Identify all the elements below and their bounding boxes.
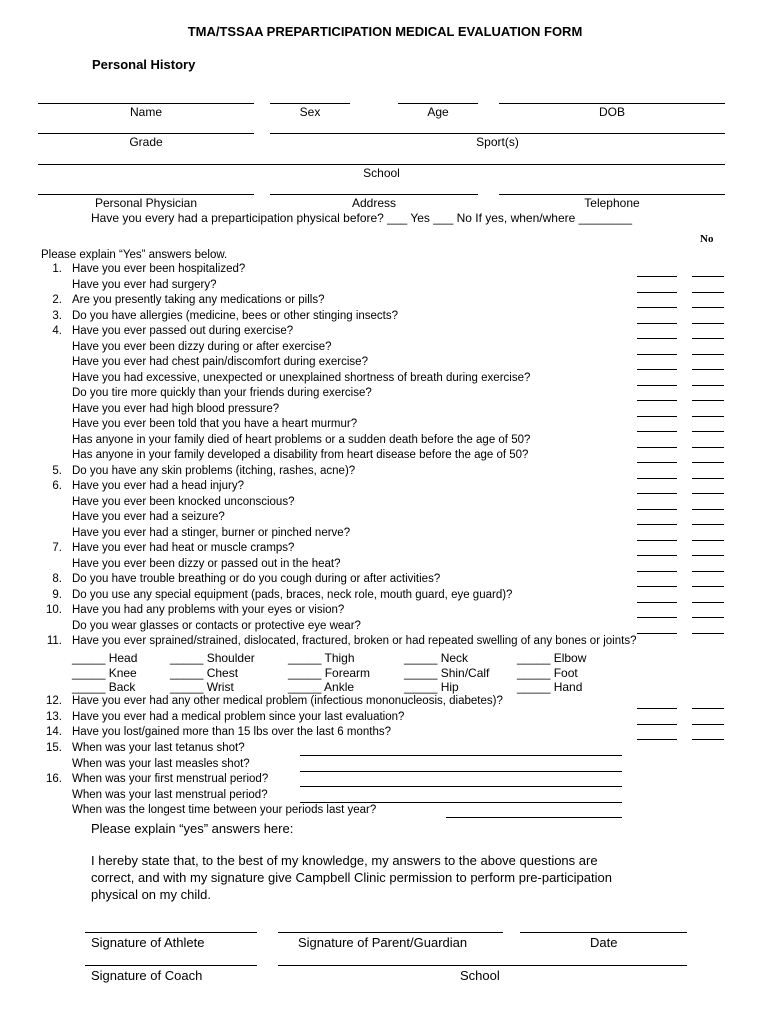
question-text: Have you ever had a seizure? xyxy=(72,511,225,523)
question-number: 10. xyxy=(46,604,62,616)
question-text: Do you wear glasses or contacts or protective eye wear? xyxy=(72,619,361,632)
physician-label: Personal Physician xyxy=(94,196,198,210)
no-answer-blank[interactable] xyxy=(692,633,724,634)
name-label: Name xyxy=(129,105,162,119)
yes-answer-blank[interactable] xyxy=(637,708,677,709)
school-label: School xyxy=(363,166,400,180)
no-answer-blank[interactable] xyxy=(692,708,724,709)
explain-intro: Please explain “Yes” answers below. xyxy=(41,249,228,261)
body-part-option[interactable]: _____ Forearm xyxy=(288,665,371,680)
yes-answer-blank[interactable] xyxy=(637,633,677,634)
athlete-signature-label: Signature of Athlete xyxy=(91,935,205,950)
question-text: Have you ever passed out during exercise? xyxy=(72,325,294,337)
address-field-line[interactable] xyxy=(270,194,478,195)
prior-physical-question: Have you every had a preparticipation physical before? ___ Yes ___ No If yes, when/where ________ xyxy=(91,211,633,225)
body-part-option[interactable]: _____ Elbow xyxy=(517,651,587,665)
sex-label: Sex xyxy=(299,105,321,119)
body-part-option[interactable]: _____ Ankle xyxy=(288,680,355,694)
no-answer-blank[interactable] xyxy=(692,323,724,324)
no-answer-blank[interactable] xyxy=(692,276,724,277)
form-title: TMA/TSSAA PREPARTICIPATION MEDICAL EVALUATION FORM xyxy=(187,24,583,39)
yes-answer-blank[interactable] xyxy=(637,400,677,401)
name-field-line[interactable] xyxy=(38,103,254,104)
no-answer-blank[interactable] xyxy=(692,540,724,541)
question-number: 13. xyxy=(46,710,62,723)
question-number: 14. xyxy=(46,726,62,738)
body-part-option[interactable]: _____ Foot xyxy=(517,665,578,680)
no-answer-blank[interactable] xyxy=(692,307,724,308)
question-text: Do you have allergies (medicine, bees or other stinging insects? xyxy=(72,309,399,322)
no-answer-blank[interactable] xyxy=(692,586,724,587)
yes-answer-blank[interactable] xyxy=(637,739,677,740)
no-answer-blank[interactable] xyxy=(692,385,724,386)
section-heading: Personal History xyxy=(92,57,196,72)
body-part-option[interactable]: _____ Back xyxy=(72,680,136,694)
no-answer-blank[interactable] xyxy=(692,462,724,463)
body-part-option[interactable]: _____ Thigh xyxy=(288,651,355,665)
question-text: Have you ever had chest pain/discomfort during exercise? xyxy=(72,356,368,368)
yes-answer-blank[interactable] xyxy=(637,509,677,510)
question-text: When was your last menstrual period? xyxy=(72,788,268,801)
question-text: Have you ever had heat or muscle cramps? xyxy=(72,542,295,554)
no-answer-blank[interactable] xyxy=(692,739,724,740)
school-signature-label: School xyxy=(460,968,500,983)
yes-answer-blank[interactable] xyxy=(637,540,677,541)
body-part-option[interactable]: _____ Shin/Calf xyxy=(404,665,490,680)
date-answer-line[interactable] xyxy=(300,755,622,756)
grade-label: Grade xyxy=(129,135,163,149)
yes-answer-blank[interactable] xyxy=(637,617,677,618)
no-answer-blank[interactable] xyxy=(692,400,724,401)
question-number: 9. xyxy=(52,588,62,601)
no-column-header: No xyxy=(700,233,714,245)
question-number: 1. xyxy=(52,263,62,275)
question-number: 4. xyxy=(52,325,62,337)
body-part-option[interactable]: _____ Chest xyxy=(170,665,239,680)
yes-answer-blank[interactable] xyxy=(637,478,677,479)
no-answer-blank[interactable] xyxy=(692,602,724,603)
parent-signature-label: Signature of Parent/Guardian xyxy=(298,935,468,950)
no-answer-blank[interactable] xyxy=(692,509,724,510)
question-text: Has anyone in your family developed a disability from heart disease before the age of 50? xyxy=(72,449,529,461)
body-part-option[interactable]: _____ Knee xyxy=(72,665,137,680)
question-number: 8. xyxy=(52,573,62,585)
yes-answer-blank[interactable] xyxy=(637,493,677,494)
physician-field-line[interactable] xyxy=(38,194,254,195)
question-text: Do you have trouble breathing or do you cough during or after activities? xyxy=(72,573,441,585)
date-answer-line[interactable] xyxy=(300,771,622,772)
body-part-option[interactable]: _____ Head xyxy=(72,651,138,665)
yes-answer-blank[interactable] xyxy=(637,447,677,448)
coach-signature-label: Signature of Coach xyxy=(91,968,203,983)
yes-answer-blank[interactable] xyxy=(637,354,677,355)
sports-field-line[interactable] xyxy=(270,133,725,134)
yes-answer-blank[interactable] xyxy=(637,369,677,370)
yes-answer-blank[interactable] xyxy=(637,586,677,587)
yes-answer-blank[interactable] xyxy=(637,462,677,463)
yes-answer-blank[interactable] xyxy=(637,292,677,293)
no-answer-blank[interactable] xyxy=(692,724,724,725)
address-label: Address xyxy=(351,196,397,210)
body-part-option[interactable]: _____ Hand xyxy=(517,680,583,694)
yes-answer-blank[interactable] xyxy=(637,276,677,277)
no-answer-blank[interactable] xyxy=(692,431,724,432)
question-text: When was your last measles shot? xyxy=(72,757,250,770)
no-answer-blank[interactable] xyxy=(692,447,724,448)
question-number: 11. xyxy=(46,635,62,647)
sex-field-line[interactable] xyxy=(270,103,350,104)
no-answer-blank[interactable] xyxy=(692,354,724,355)
no-answer-blank[interactable] xyxy=(692,555,724,556)
question-number: 6. xyxy=(52,480,62,492)
no-answer-blank[interactable] xyxy=(692,478,724,479)
question-text: Have you ever had high blood pressure? xyxy=(72,402,280,415)
yes-answer-blank[interactable] xyxy=(637,602,677,603)
yes-answer-blank[interactable] xyxy=(637,524,677,525)
question-number: 5. xyxy=(52,464,62,477)
no-answer-blank[interactable] xyxy=(692,524,724,525)
date-signature-line[interactable] xyxy=(520,932,687,933)
statement-line-2: correct, and with my signature give Campbell Clinic permission to perform pre-participation xyxy=(91,870,612,885)
dob-label: DOB xyxy=(598,105,625,119)
question-text: Have you had any problems with your eyes or vision? xyxy=(72,604,345,616)
age-label: Age xyxy=(427,105,449,119)
yes-answer-blank[interactable] xyxy=(637,431,677,432)
question-text: When was your first menstrual period? xyxy=(72,773,269,785)
yes-answer-blank[interactable] xyxy=(637,307,677,308)
question-number: 15. xyxy=(46,742,62,754)
no-answer-blank[interactable] xyxy=(692,571,724,572)
parent-signature-line[interactable] xyxy=(278,932,503,933)
question-text: Have you ever been knocked unconscious? xyxy=(72,495,295,508)
no-answer-blank[interactable] xyxy=(692,493,724,494)
date-answer-line[interactable] xyxy=(300,802,622,803)
question-text: Have you ever had a head injury? xyxy=(72,480,244,492)
coach-signature-line[interactable] xyxy=(85,965,257,966)
no-answer-blank[interactable] xyxy=(692,292,724,293)
athlete-signature-line[interactable] xyxy=(85,932,257,933)
question-text: Have you ever had a medical problem since your last evaluation? xyxy=(72,710,405,723)
yes-answer-blank[interactable] xyxy=(637,338,677,339)
question-text: Has anyone in your family died of heart problems or a sudden death before the age of 50? xyxy=(72,433,531,446)
yes-answer-blank[interactable] xyxy=(637,555,677,556)
question-text: Have you ever had any other medical problem (infectious mononucleosis, diabetes)? xyxy=(72,695,503,707)
question-text: Have you ever been told that you have a heart murmur? xyxy=(72,418,358,430)
question-text: Have you had excessive, unexpected or unexplained shortness of breath during exercise? xyxy=(72,371,531,384)
question-number: 3. xyxy=(52,309,62,322)
school-signature-line[interactable] xyxy=(278,965,687,966)
dob-field-line[interactable] xyxy=(499,103,725,104)
question-text: Have you ever been hospitalized? xyxy=(72,263,246,275)
yes-answer-blank[interactable] xyxy=(637,571,677,572)
question-text: Have you ever been dizzy during or after exercise? xyxy=(72,340,332,353)
body-part-option[interactable]: _____ Shoulder xyxy=(170,651,255,665)
question-text: Do you have any skin problems (itching, rashes, acne)? xyxy=(72,464,356,477)
statement-line-3: physical on my child. xyxy=(91,887,211,902)
telephone-field-line[interactable] xyxy=(499,194,725,195)
sports-label: Sport(s) xyxy=(476,135,519,149)
no-answer-blank[interactable] xyxy=(692,416,724,417)
question-text: When was your last tetanus shot? xyxy=(72,742,245,754)
grade-field-line[interactable] xyxy=(38,133,254,134)
question-text: Have you lost/gained more than 15 lbs over the last 6 months? xyxy=(72,726,391,738)
age-field-line[interactable] xyxy=(398,103,478,104)
no-answer-blank[interactable] xyxy=(692,338,724,339)
yes-answer-blank[interactable] xyxy=(637,416,677,417)
question-text: Do you tire more quickly than your friends during exercise? xyxy=(72,387,372,399)
body-part-option[interactable]: _____ Neck xyxy=(404,651,469,665)
question-text: Do you use any special equipment (pads, braces, neck role, mouth guard, eye guard)? xyxy=(72,588,513,601)
yes-answer-blank[interactable] xyxy=(637,724,677,725)
date-answer-line[interactable] xyxy=(446,817,622,818)
question-text: Have you ever had a stinger, burner or pinched nerve? xyxy=(72,526,351,539)
body-part-option[interactable]: _____ Wrist xyxy=(170,680,234,694)
question-number: 2. xyxy=(52,294,62,306)
question-text: Have you ever had surgery? xyxy=(72,278,217,291)
question-text: Have you ever sprained/strained, dislocated, fractured, broken or had repeated swelling of any bones or joints? xyxy=(72,635,637,647)
body-part-option[interactable]: _____ Hip xyxy=(404,680,459,694)
no-answer-blank[interactable] xyxy=(692,617,724,618)
yes-answer-blank[interactable] xyxy=(637,323,677,324)
telephone-label: Telephone xyxy=(584,196,640,210)
question-text: Have you ever been dizzy or passed out in the heat? xyxy=(72,557,341,570)
statement-line-1: I hereby state that, to the best of my knowledge, my answers to the above questions are xyxy=(91,853,598,868)
date-answer-line[interactable] xyxy=(300,786,622,787)
no-answer-blank[interactable] xyxy=(692,369,724,370)
question-text: When was the longest time between your periods last year? xyxy=(72,804,377,816)
question-number: 16. xyxy=(46,773,62,785)
question-number: 12. xyxy=(46,695,62,707)
yes-answer-blank[interactable] xyxy=(637,385,677,386)
explain-here-label: Please explain “yes” answers here: xyxy=(91,821,294,836)
school-field-line[interactable] xyxy=(38,164,725,165)
question-number: 7. xyxy=(52,542,62,554)
question-text: Are you presently taking any medications or pills? xyxy=(72,294,325,306)
date-signature-label: Date xyxy=(590,935,618,950)
